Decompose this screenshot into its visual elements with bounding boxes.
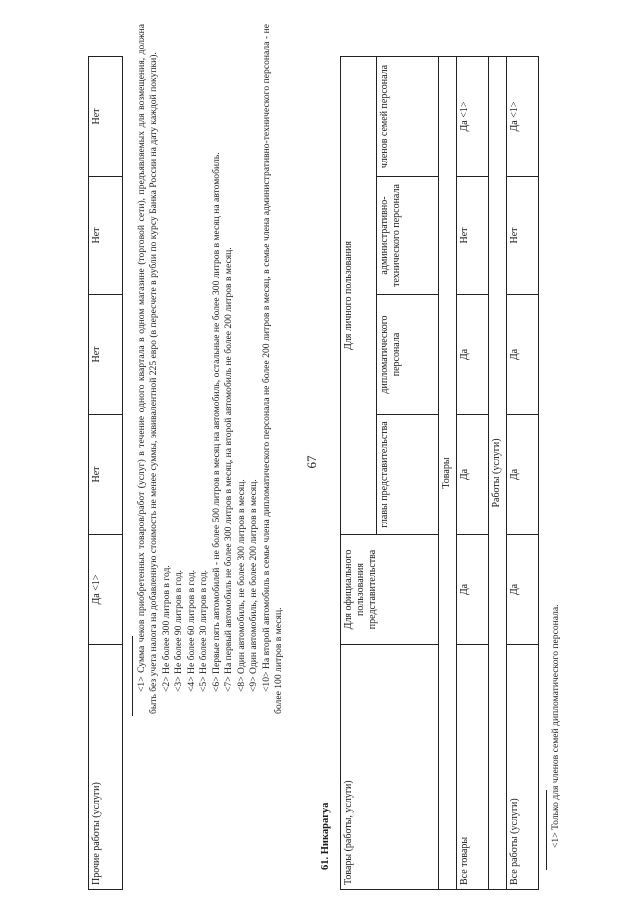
footnote: <7> На первый автомобиль не более 300 литров в месяц, на второй автомобиль не более 200 литров в месяц.: [223, 247, 235, 692]
footnote: <5> Не более 30 литров в год.: [198, 569, 210, 692]
footnote-separator: [132, 636, 133, 716]
table-cell: Да <1>: [89, 535, 123, 645]
group-header-works: Работы (услуги): [489, 57, 507, 890]
table-cell: Нет: [89, 57, 123, 177]
table-cell: Да: [457, 535, 489, 645]
table-cell: Нет: [89, 295, 123, 415]
footnote: <3> Не более 90 литров в год.: [173, 569, 185, 692]
table-row: [89, 57, 123, 890]
table-cell: Да: [457, 295, 489, 415]
column-header: Товары (работы, услуги): [341, 645, 439, 890]
column-subheader: главы представительства: [377, 415, 439, 535]
footnote: <1> Сумма чеков приобретенных товаров/работ (услуг) в течение одного квартала в одном магазине (торговой сети), предъявляемых для возмещения, должна быть без учета налога на добавленную стоимость не менее суммы, эквивалентной 225 евро (в пересчете в рубли по курсу Банка России на дату каждой покупки).: [136, 24, 160, 714]
footnote: <4> Не более 60 литров в год.: [185, 569, 197, 692]
group-header-goods: Товары: [439, 57, 457, 890]
table-cell: Да: [507, 295, 539, 415]
footnote: <1> Только для членов семей дипломатического персонала.: [550, 604, 561, 848]
footnote: <6> Первые пять автомобилей - не более 500 литров в месяц на автомобиль, остальные не более 300 литров в месяц на автомобиль.: [210, 152, 222, 692]
row-label: Все товары: [457, 645, 489, 890]
table-cell: Да: [507, 535, 539, 645]
column-header: Для официального пользования представительства: [341, 535, 439, 645]
table-cell: Да <1>: [457, 57, 489, 177]
footnote: <2> Не более 300 литров в год.: [160, 565, 172, 692]
column-subheader: административно-технического персонала: [377, 177, 439, 295]
table-cell: Да: [457, 415, 489, 535]
main-table: [340, 56, 539, 890]
top-table-block: [88, 56, 123, 890]
table-cell: Нет: [89, 415, 123, 535]
top-table: [88, 56, 123, 890]
top-table-label: Прочие работы (услуги): [89, 645, 123, 890]
table-cell: Нет: [89, 177, 123, 295]
table-row: [489, 57, 507, 890]
column-subheader: дипломатического персонала: [377, 295, 439, 415]
footnote: <10> На второй автомобиль в семье члена дипломатического персонала не более 200 литров в месяц, в семье члена административно-технического персонала - не более 100 литров в месяц.: [260, 24, 285, 714]
table-row: [457, 57, 489, 890]
table-row: [341, 57, 377, 890]
table-cell: Да <1>: [507, 57, 539, 177]
footnote: <8> Один автомобиль, не более 300 литров в месяц.: [235, 479, 247, 692]
column-subheader: членов семей персонала: [377, 57, 439, 177]
table-row: [507, 57, 539, 890]
table-cell: Нет: [457, 177, 489, 295]
footnote: <9> Один автомобиль, не более 200 литров в месяц.: [248, 479, 260, 692]
row-label: Все работы (услуги): [507, 645, 539, 890]
page-number: 67: [304, 455, 319, 469]
section-title: 61. Никарагуа: [320, 802, 331, 870]
footnotes-top: [136, 24, 286, 714]
table-cell: Нет: [507, 177, 539, 295]
main-table-block: [340, 56, 539, 890]
table-cell: Да: [507, 415, 539, 535]
footnote-bottom: [550, 270, 562, 870]
table-row: [439, 57, 457, 890]
footnote-separator: [546, 790, 547, 870]
column-header: Для личного пользования: [341, 57, 377, 535]
